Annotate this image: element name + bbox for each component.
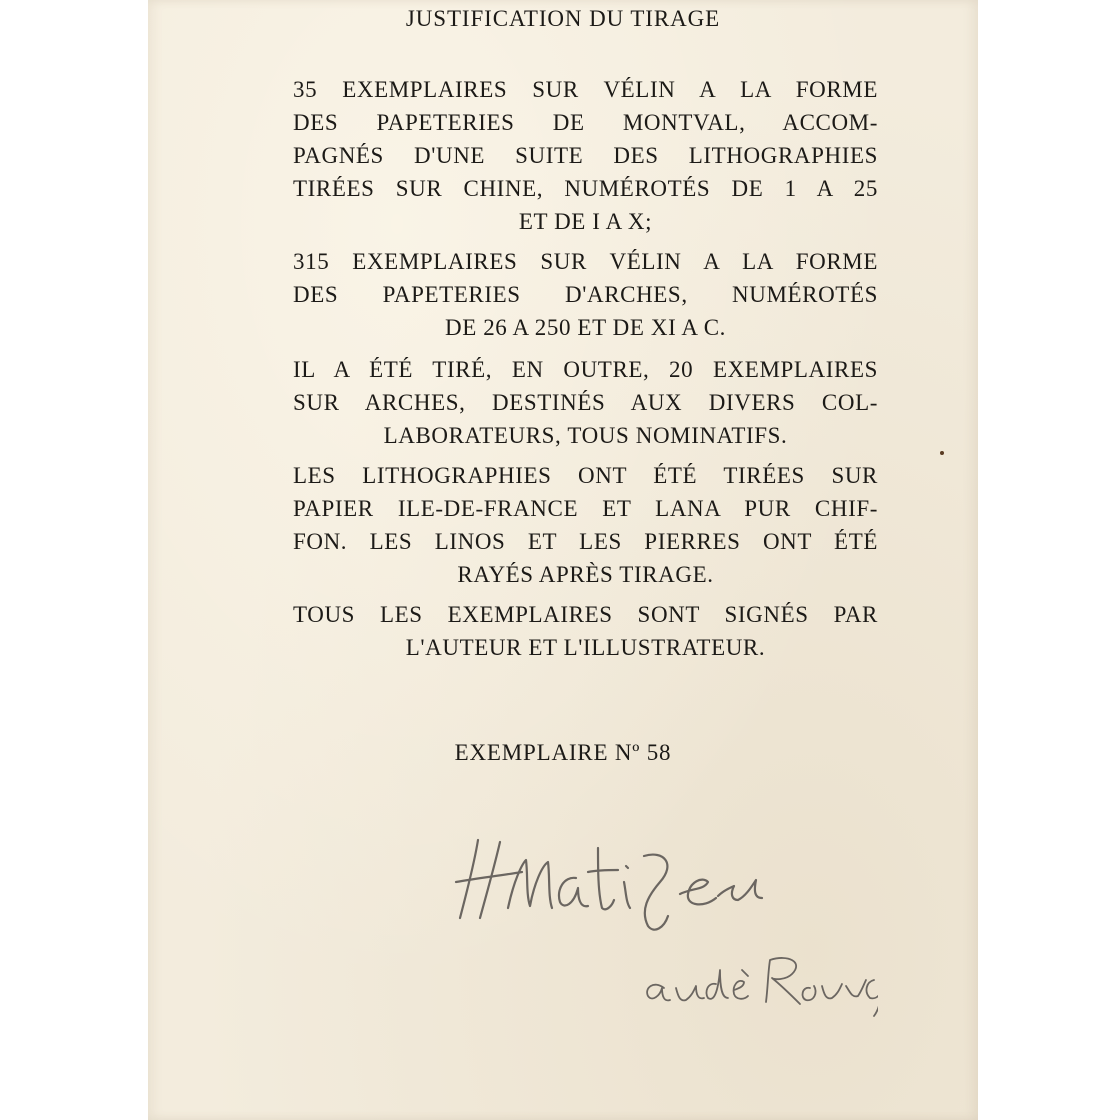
signature-rouveyre <box>647 958 878 1018</box>
text-line: FON. LES LINOS ET LES PIERRES ONT ÉTÉ <box>293 529 878 554</box>
text-line: DES PAPETERIES D'ARCHES, NUMÉROTÉS <box>293 282 878 307</box>
copy-number: EXEMPLAIRE Nº 58 <box>454 740 672 765</box>
paragraph-arches <box>293 245 878 344</box>
text-line: TIRÉES SUR CHINE, NUMÉROTÉS DE 1 A 25 <box>293 176 878 201</box>
text-line: IL A ÉTÉ TIRÉ, EN OUTRE, 20 EXEMPLAIRES <box>293 357 878 382</box>
paragraph-lithographs <box>293 459 878 591</box>
text-line: LABORATEURS, TOUS NOMINATIFS. <box>383 423 788 448</box>
text-line: PAPIER ILE-DE-FRANCE ET LANA PUR CHIF- <box>293 496 878 521</box>
text-line: 315 EXEMPLAIRES SUR VÉLIN A LA FORME <box>293 249 878 274</box>
text-line: DE 26 A 250 ET DE XI A C. <box>444 315 726 340</box>
text-line: L'AUTEUR ET L'ILLUSTRATEUR. <box>405 635 766 660</box>
text-line: LES LITHOGRAPHIES ONT ÉTÉ TIRÉES SUR <box>293 463 878 488</box>
text-line: 35 EXEMPLAIRES SUR VÉLIN A LA FORME <box>293 77 878 102</box>
text-line: PAGNÉS D'UNE SUITE DES LITHOGRAPHIES <box>293 143 878 168</box>
text-line: TOUS LES EXEMPLAIRES SONT SIGNÉS PAR <box>293 602 878 627</box>
text-line: RAYÉS APRÈS TIRAGE. <box>457 562 714 587</box>
signature-matisse <box>456 840 762 930</box>
ink-speck <box>940 451 944 455</box>
paragraph-montval <box>293 73 878 238</box>
page-title: JUSTIFICATION DU TIRAGE <box>405 6 721 31</box>
text-line: DES PAPETERIES DE MONTVAL, ACCOM- <box>293 110 878 135</box>
paragraph-signed <box>293 598 878 664</box>
colophon-page <box>148 0 978 1120</box>
paragraph-collaborators <box>293 353 878 452</box>
text-line: ET DE I A X; <box>518 209 653 234</box>
signatures <box>448 820 878 1020</box>
text-line: SUR ARCHES, DESTINÉS AUX DIVERS COL- <box>293 390 878 415</box>
